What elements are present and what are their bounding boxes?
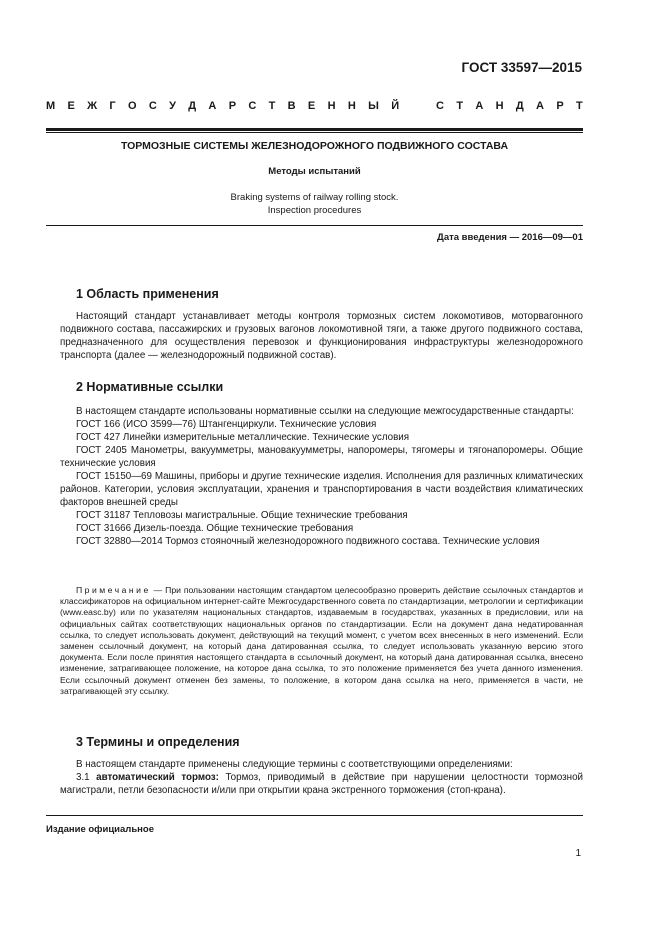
section1-text: Настоящий стандарт устанавливает методы контроля тормозных систем локомотивов, моторвагонного подвижного состава, пассажирских и грузовых вагонов локомотивной тяги, а также другого подвижного состава, предназначенного для осуществления перевозок и функционирования инфраструктуры железнодорожного транспорта (далее — железнодорожный подвижной состав). <box>60 311 583 361</box>
banner-letter: Ж <box>87 100 98 112</box>
ref-item: ГОСТ 2405 Манометры, вакуумметры, мановакуумметры, напоромеры, тягомеры и тягонапоромеры. Общие технические условия <box>60 445 583 469</box>
term-number: 3.1 <box>76 772 97 783</box>
note-block <box>60 585 583 697</box>
official-edition-label: Издание официальное <box>46 824 154 835</box>
header-rule-thin <box>46 132 583 133</box>
banner-letter: С <box>436 100 444 112</box>
interstate-standard-banner <box>46 100 583 112</box>
banner-letter: Н <box>347 100 356 112</box>
header-rule-thick <box>46 128 583 131</box>
banner-letter: Е <box>67 100 75 112</box>
banner-letter: А <box>536 100 544 112</box>
section3-body <box>60 758 583 797</box>
banner-letter: Р <box>228 100 237 112</box>
section2-intro: В настоящем стандарте использованы нормативные ссылки на следующие межгосударственные стандарты: <box>76 406 574 417</box>
banner-letter: Н <box>495 100 504 112</box>
banner-letter: Т <box>268 100 276 112</box>
ref-item: ГОСТ 31666 Дизель-поезда. Общие технические требования <box>76 523 354 534</box>
page-number: 1 <box>575 848 581 859</box>
banner-letter: Т <box>456 100 464 112</box>
section1-body <box>60 310 583 362</box>
banner-letter: Г <box>109 100 116 112</box>
title-rule <box>46 225 583 226</box>
document-number: ГОСТ 33597—2015 <box>461 60 582 75</box>
ref-item: ГОСТ 31187 Тепловозы магистральные. Общие технические требования <box>76 510 408 521</box>
banner-letter: С <box>148 100 157 112</box>
footer-rule <box>46 815 583 816</box>
banner-letter: О <box>127 100 137 112</box>
ref-item: ГОСТ 166 (ИСО 3599—76) Штангенциркули. Технические условия <box>76 419 377 430</box>
banner-letter: У <box>169 100 176 112</box>
section2-heading: 2 Нормативные ссылки <box>76 380 224 394</box>
banner-letter: М <box>46 100 56 112</box>
note-text: — При пользовании настоящим стандартом целесообразно проверить действие ссылочных стандартов и классификаторов на официальном интернет-сайте Межгосударственного совета по стандартизации, метрологии и сертификации (www.easc.by) или по указателям национальных стандартов, издаваемым в государствах, указанных в предисловии, или на официальных сайтах соответствующих национальных органов по стандартизации. Если на документ дана недатированная ссылка, то следует использовать документ, действующий на текущий момент, с учетом всех внесенных в него изменений. Если заменен ссылочный документ, на который дана датированная ссылка, то следует использовать указанную версию этого документа. Если после принятия настоящего стандарта в ссылочный документ, на который дана датированная ссылка, внесено изменение, затрагивающее положение, на которое дана ссылка, то это положение применяется без учета данного изменения. Если ссылочный документ отменен без замены, то положение, в котором дана ссылка на него, применяется в части, не затрагивающей эту ссылку. <box>60 585 583 696</box>
banner-letter: Р <box>556 100 564 112</box>
banner-letter: С <box>248 100 257 112</box>
english-title-line2: Inspection procedures <box>267 204 362 216</box>
banner-letter: Е <box>307 100 316 112</box>
banner-letter: Д <box>515 100 524 112</box>
ref-item: ГОСТ 427 Линейки измерительные металлические. Технические условия <box>76 432 410 443</box>
section1-heading: 1 Область применения <box>76 287 219 301</box>
note-label: Примечание <box>76 585 151 595</box>
english-title <box>46 192 583 217</box>
section3-heading: 3 Термины и определения <box>76 735 240 749</box>
ref-item: ГОСТ 15150—69 Машины, приборы и другие технические изделия. Исполнения для различных климатических районов. Категории, условия эксплуатации, хранения и транспортирования в части воздействия климатических факторов внешней среды <box>60 471 583 508</box>
ref-item: ГОСТ 32880—2014 Тормоз стояночный железнодорожного подвижного состава. Технические условия <box>76 536 540 547</box>
term-name: автоматический тормоз: <box>96 772 219 783</box>
banner-letter: А <box>475 100 484 112</box>
document-title: ТОРМОЗНЫЕ СИСТЕМЫ ЖЕЛЕЗНОДОРОЖНОГО ПОДВИЖНОГО СОСТАВА <box>120 140 509 152</box>
section3-intro: В настоящем стандарте применены следующие термины с соответствующими определениями: <box>76 759 513 770</box>
banner-letter: В <box>287 100 296 112</box>
term-3-1 <box>60 771 583 797</box>
banner-letter: Й <box>391 100 400 112</box>
banner-letter: Ы <box>368 100 379 112</box>
banner-letter: Н <box>327 100 336 112</box>
banner-letter: А <box>208 100 217 112</box>
english-title-line1: Braking systems of railway rolling stock. <box>230 192 399 203</box>
banner-letter: Т <box>575 100 583 112</box>
banner-letter: Д <box>188 100 197 112</box>
section2-body <box>60 405 583 548</box>
note-paragraph <box>60 585 583 697</box>
term-definition: Тормоз, приводимый в действие при нарушении целостности тормозной магистрали, петли безопасности и/или при открытии крана экстренного торможения (стоп-крана). <box>60 772 583 796</box>
introduction-date: Дата введения — 2016—09—01 <box>437 232 583 243</box>
document-subtitle: Методы испытаний <box>268 166 361 177</box>
